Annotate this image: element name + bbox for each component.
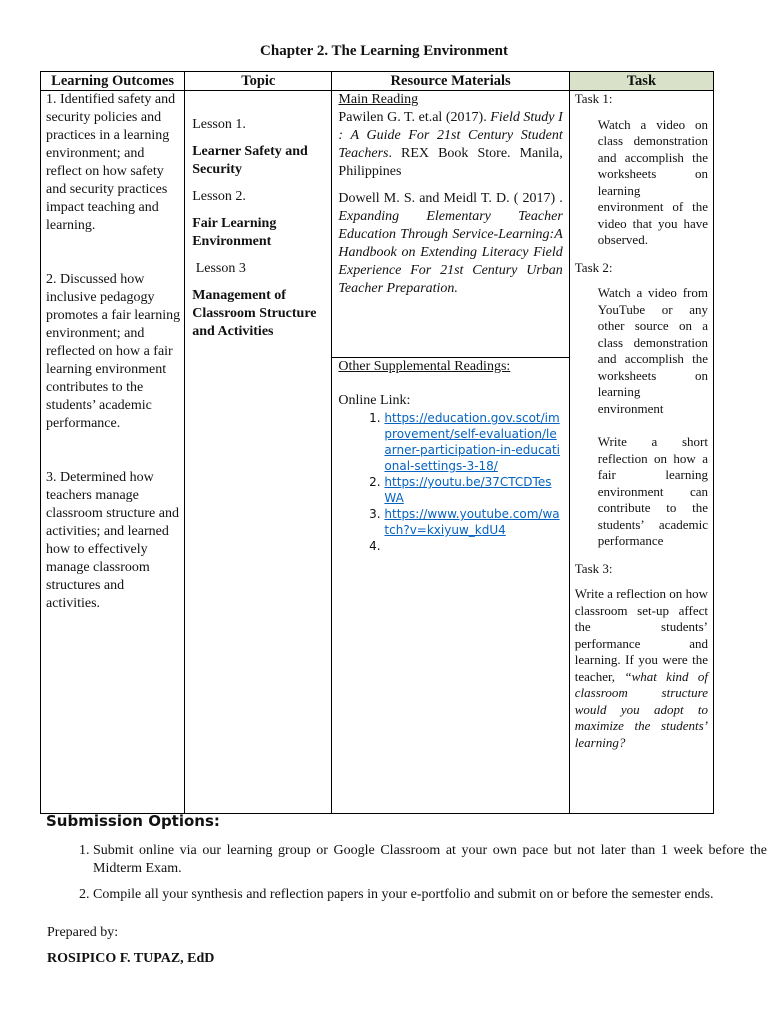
supplemental-heading: Other Supplemental Readings: [338,359,511,374]
lesson-3-title: Management of Classroom Structure and Activities [192,288,317,339]
learning-outcomes-cell [41,91,185,814]
header-topic: Topic [185,72,332,91]
task-1-text: Watch a video on class demonstration and accomplish the worksheets on learning environment of the video that you have observed. [597,116,708,247]
reference-2 [338,190,562,298]
online-link-label: Online Link: [338,393,411,408]
lesson-1-label: Lesson 1. [192,117,246,132]
prepared-by-label: Prepared by: [47,925,119,940]
list-item: 1. Submit online via our learning group or Google Classroom at your own pace but not later than 1 week before the Midterm Exam. [93,842,767,878]
reference-1 [338,109,562,181]
author-name: ROSIPICO F. TUPAZ, EdD [47,951,215,966]
resource-materials-cell [332,91,569,814]
list-item [384,506,562,538]
task-3-label: Task 3: [574,560,613,576]
reference-2-title: Expanding Elementary Teacher Education Through Service-Learning:A Handbook on Extending Literacy Field Experience For 21st Century Urban Teacher Preparation. [338,209,563,296]
lesson-2-title: Fair Learning Environment [192,216,277,249]
list-item [384,410,562,474]
reference-1-publisher: . REX Book Store. Manila, Philippines [338,146,563,179]
reference-1-authors: Pawilen G. T. et.al (2017). [338,110,491,125]
task-cell [569,91,713,814]
submission-options-heading: Submission Options: [46,812,220,830]
learning-plan-table [40,71,714,814]
link-youtube-watch[interactable]: https://www.youtube.com/watch?v=kxiyuw_kdU4 [384,507,560,537]
main-reading-section [332,91,568,358]
link-education-gov-scot[interactable]: https://education.gov.scot/improvement/self-evaluation/learner-participation-in-educational-settings-3-18/ [384,411,561,473]
reference-2-authors: Dowell M. S. and Meidl T. D. ( 2017) . [338,191,563,206]
main-reading-heading: Main Reading [338,92,419,107]
reference-1-title: Field Study I : A Guide For 21st Century Student Teachers [338,110,563,161]
learning-outcome-3: 3. Determined how teachers manage classroom structure and activities; and learned how to effectively manage classroom structures and activities. [46,470,179,611]
table-row [41,91,714,814]
task-2-text: Watch a video from YouTube or any other source on a class demonstration and accomplish the worksheets on learning environment [597,285,708,416]
chapter-title: Chapter 2. The Learning Environment [260,43,508,59]
online-links-list [338,410,562,554]
lesson-1-title: Learner Safety and Security [192,144,308,177]
submission-options-list [46,842,767,912]
topic-cell [185,91,332,814]
list-item [384,538,562,554]
lesson-2-label: Lesson 2. [192,189,246,204]
list-item: 2. Compile all your synthesis and reflection papers in your e-portfolio and submit on or before the semester ends. [93,886,767,904]
header-learning-outcomes: Learning Outcomes [41,72,185,91]
table-header-row [41,72,714,91]
header-resource-materials: Resource Materials [332,72,569,91]
task-3-text [575,586,708,751]
task-3-text-main: Write a reflection on how classroom set-up affect the students’ performance and learning. If you were the teacher, [574,586,708,684]
lesson-3-label: Lesson 3 [192,261,246,276]
link-youtu-be[interactable]: https://youtu.be/37CTCDTesWA [384,475,552,505]
task-1-label: Task 1: [574,91,613,106]
learning-outcome-2: 2. Discussed how inclusive pedagogy promotes a fair learning environment; and reflected on how a fair learning environment contributes to the students’ academic performance. [46,272,181,431]
list-item [384,474,562,506]
learning-outcome-1: 1. Identified safety and security policies and practices in a learning environment; and reflect on how safety and security practices impact teaching and learning. [46,92,176,233]
header-task: Task [569,72,713,91]
task-2-label: Task 2: [574,259,613,275]
supplemental-readings-section [332,358,568,554]
task-3-question: “what kind of classroom structure would you adopt to maximize the students’ learning? [574,668,708,750]
task-2-reflection-text: Write a short reflection on how a fair learning environment can contribute to the students’ academic performance [597,434,708,548]
